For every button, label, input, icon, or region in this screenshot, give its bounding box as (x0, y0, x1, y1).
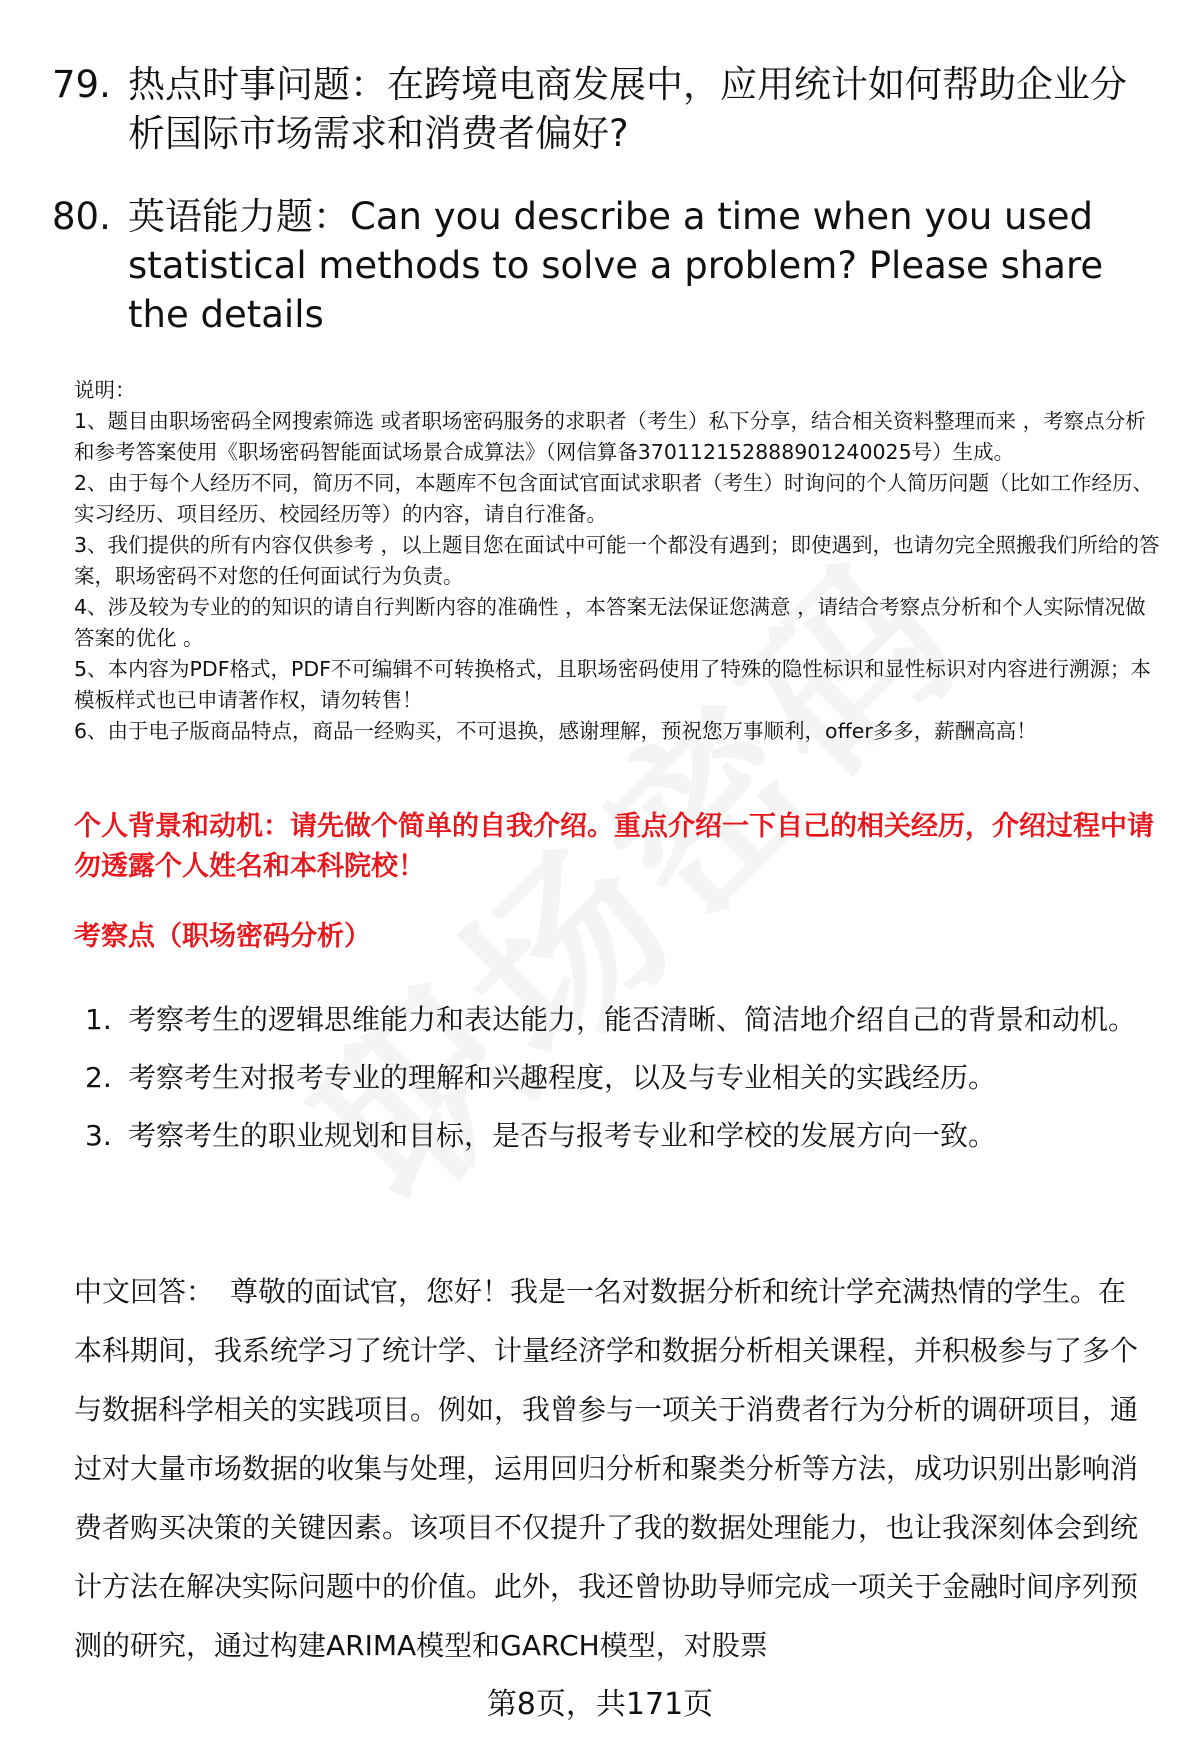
answer-text: 尊敬的面试官，您好！我是一名对数据分析和统计学充满热情的学生。在本科期间，我系统学习了统计学、计量经济学和数据分析相关课程，并积极参与了多个与数据科学相关的实践项目。例如，我曾参与一项关于消费者行为分析的调研项目，通过对大量市场数据的收集与处理，运用回归分析和聚类分析等方法，成功识别出影响消费者购买决策的关键因素。该项目不仅提升了我的数据处理能力，也让我深刻体会到统计方法在解决实际问题中的价值。此外，我还曾协助导师完成一项关于金融时间序列预测的研究，通过构建ARIMA模型和GARCH模型，对股票 (74, 1275, 1139, 1662)
point-text: 考察考生的逻辑思维能力和表达能力，能否清晰、简洁地介绍自己的背景和动机。 (128, 1003, 1137, 1036)
note-item: 1、题目由职场密码全网搜索筛选 或者职场密码服务的求职者（考生）私下分享，结合相关资料整理而来 ，考察点分析和参考答案使用《职场密码智能面试场景合成算法》（网信算备370112152888901240025号）生成。 (74, 409, 1146, 464)
points-section-title: 考察点（职场密码分析） (74, 921, 371, 952)
points-list (85, 992, 1145, 1166)
point-text: 考察考生的职业规划和目标，是否与报考专业和学校的发展方向一致。 (128, 1119, 997, 1152)
answer-paragraph (74, 1262, 1150, 1675)
note-item: 5、本内容为PDF格式，PDF不可编辑不可转换格式，且职场密码使用了特殊的隐性标识和显性标识对内容进行溯源；本模板样式也已申请著作权，请勿转售！ (74, 657, 1151, 712)
page-footer: 第8页，共171页 (486, 1687, 714, 1722)
intro-prompt-heading: 个人背景和动机：请先做个简单的自我介绍。重点介绍一下自己的相关经历，介绍过程中请勿透露个人姓名和本科院校！ (74, 811, 1154, 882)
question-text: 英语能力题：Can you describe a time when you used statistical methods to solve a problem? Please share the details (128, 195, 1104, 336)
point-text: 考察考生对报考专业的理解和兴趣程度，以及与专业相关的实践经历。 (128, 1061, 997, 1094)
list-item (85, 1108, 1145, 1164)
point-number: 3. (85, 1119, 112, 1152)
notes-heading: 说明： (74, 378, 136, 402)
note-item: 3、我们提供的所有内容仅供参考 ，以上题目您在面试中可能一个都没有遇到；即使遇到，也请勿完全照搬我们所给的答案，职场密码不对您的任何面试行为负责。 (74, 533, 1160, 588)
point-number: 1. (85, 1003, 112, 1036)
answer-label: 中文回答： (74, 1275, 215, 1308)
question-number: 80. (52, 195, 111, 238)
note-item: 2、由于每个人经历不同，简历不同，本题库不包含面试官面试求职者（考生）时询问的个人简历问题（比如工作经历、实习经历、项目经历、校园经历等）的内容，请自行准备。 (74, 471, 1154, 526)
list-item (85, 1050, 1145, 1106)
note-item: 6、由于电子版商品特点，商品一经购买，不可退换，感谢理解，预祝您万事顺利，offer多多，薪酬高高！ (74, 719, 1037, 743)
question-text: 热点时事问题：在跨境电商发展中，应用统计如何帮助企业分析国际市场需求和消费者偏好? (128, 63, 1127, 155)
notes-section (74, 375, 1164, 747)
note-item: 4、涉及较为专业的的知识的请自行判断内容的准确性 ，本答案无法保证您满意 ，请结合考察点分析和个人实际情况做答案的优化 。 (74, 595, 1146, 650)
list-item (85, 992, 1145, 1048)
point-number: 2. (85, 1061, 112, 1094)
question-number: 79. (52, 63, 111, 106)
